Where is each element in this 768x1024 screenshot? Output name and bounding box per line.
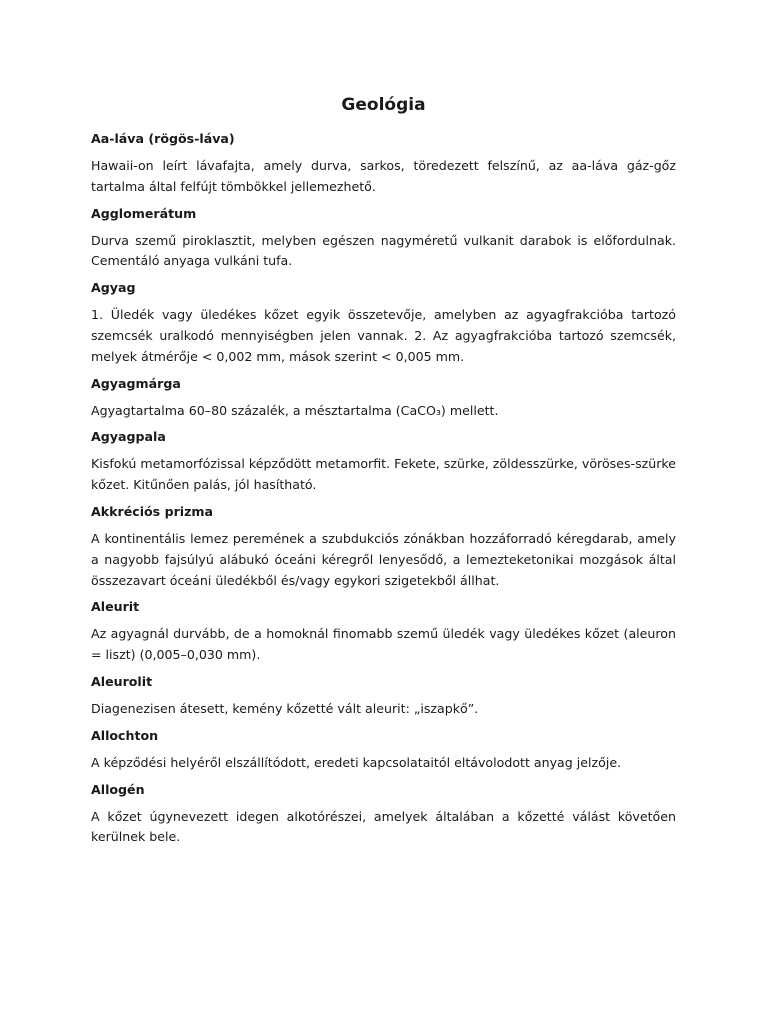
glossary-term: Aa-láva (rögös-láva)	[91, 131, 235, 146]
glossary-entry-aleurolit	[91, 673, 676, 720]
glossary-definition: Diagenezisen átesett, kemény kőzetté vált aleurit: „iszapkő”.	[91, 700, 479, 716]
glossary-term: Allochton	[91, 727, 159, 743]
glossary-term: Aleurit	[91, 599, 140, 615]
page-title: Geológia	[341, 95, 426, 115]
document-page	[91, 92, 676, 855]
glossary-term: Allogén	[91, 781, 145, 797]
glossary-definition: Agyagtartalma 60–80 százalék, a mésztartalma (CaCO₃) mellett.	[91, 402, 499, 418]
glossary-definition: A kőzet úgynevezett idegen alkotórészei, amelyek általában a kőzetté válást követően kerülnek bele.	[91, 808, 676, 845]
glossary-entry-aa-lava	[91, 130, 676, 198]
glossary-definition: A kontinentális lemez peremének a szubdukciós zónákban hozzáforradó kéregdarab, amely a nagyobb fajsúlyú alábukó óceáni kéregről lenyesődő, a lemezteketonikai mozgások által összezavart óceáni üledékből és/vagy egykori szigetekből állhat.	[91, 530, 676, 588]
glossary-entry-agyagmarga	[91, 375, 676, 422]
glossary-entry-allochton	[91, 727, 676, 774]
glossary-entry-agyag	[91, 279, 676, 367]
glossary-entry-agglomeratum	[91, 205, 676, 273]
glossary-definition: Durva szemű piroklasztit, melyben egészen nagyméretű vulkanit darabok is előfordulnak. Cementáló anyaga vulkáni tufa.	[91, 232, 676, 269]
glossary-entry-aleurit	[91, 598, 676, 666]
glossary-definition: Hawaii-on leírt lávafajta, amely durva, sarkos, töredezett felszínű, az aa-láva gáz-gőz tartalma által felfújt tömbökkel jellemezhető.	[91, 158, 676, 194]
glossary-definition: 1. Üledék vagy üledékes kőzet egyik összetevője, amelyben az agyagfrakcióba tartozó szemcsék uralkodó mennyiségben jelen vannak. 2. Az agyagfrakcióba tartozó szemcsék, melyek átmérője < 0,002 mm, mások szerint < 0,005 mm.	[91, 307, 676, 364]
glossary-term: Agglomerátum	[91, 205, 197, 221]
glossary-term: Agyagpala	[91, 429, 166, 445]
glossary-term: Aleurolit	[91, 673, 153, 689]
glossary-definition: Az agyagnál durvább, de a homoknál finomabb szemű üledék vagy üledékes kőzet (aleuron = liszt) (0,005–0,030 mm).	[91, 626, 676, 663]
glossary-term: Agyagmárga	[91, 375, 181, 391]
glossary-entry-agyagpala	[91, 428, 676, 496]
glossary-term: Akkréciós prizma	[91, 503, 214, 519]
glossary-definition: A képződési helyéről elszállítódott, eredeti kapcsolataitól eltávolodott anyag jelzője.	[91, 754, 622, 770]
glossary-term: Agyag	[91, 280, 136, 296]
glossary-definition: Kisfokú metamorfózissal képződött metamorfit. Fekete, szürke, zöldesszürke, vöröses-szürke kőzet. Kitűnően palás, jól hasítható.	[91, 456, 676, 493]
glossary-entry-allogen	[91, 781, 676, 849]
glossary-entry-akkrecios-prizma	[91, 503, 676, 591]
